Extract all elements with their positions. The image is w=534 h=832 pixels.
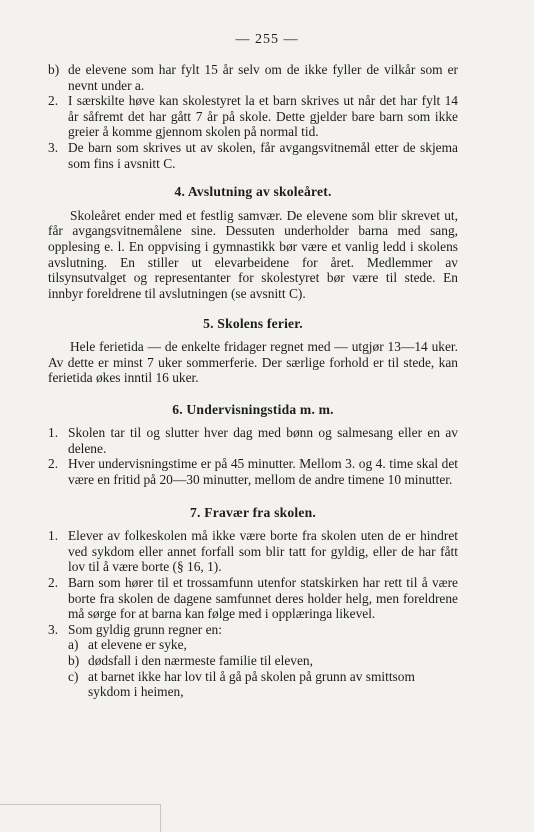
section-heading: 5. Skolens ferier. xyxy=(203,316,303,332)
sub-list-item xyxy=(48,669,458,700)
sub-list-item xyxy=(48,653,458,669)
section-heading: 4. Avslutning av skoleåret. xyxy=(174,184,332,200)
page-body xyxy=(48,62,458,700)
item-text: de elevene som har fylt 15 år selv om de ikke fyller de vilkår som er nevnt under a. xyxy=(68,62,458,93)
list-item xyxy=(48,622,458,638)
item-text: Elever av folkeskolen må ikke være borte fra skolen uten de er hindret ved sykdom eller annet forfall som blir tatt for gyldig, eller de har fått lov til å være borte (§ 16, 1). xyxy=(68,528,458,575)
item-text: Skolen tar til og slutter hver dag med bønn og salmesang eller en av delene. xyxy=(68,425,458,456)
section-paragraph: Hele ferietida — de enkelte fridager regnet med — utgjør 13—14 uker. Av dette er minst 7 uker sommerferie. Der særlige forhold er til stede, kan ferietida økes inntil 16 uker. xyxy=(48,338,458,386)
item-marker: 1. xyxy=(48,528,59,544)
sub-list-item xyxy=(48,637,458,653)
item-text: De barn som skrives ut av skolen, får avgangsvitnemål etter de skjema som fins i avsnitt C. xyxy=(68,139,458,171)
list-item xyxy=(48,140,458,171)
list-item xyxy=(48,93,458,140)
item-text: at elevene er syke, xyxy=(88,637,187,653)
item-text: Hver undervisningstime er på 45 minutter. Mellom 3. og 4. time skal det være en fritid på 20—30 minutter, mellom de andre timene 10 minutter. xyxy=(68,456,458,488)
list-item xyxy=(48,575,458,622)
item-marker: c) xyxy=(68,668,79,684)
item-marker: b) xyxy=(48,62,60,77)
section-heading: 6. Undervisningstida m. m. xyxy=(172,401,334,417)
list-item xyxy=(48,425,458,456)
item-marker: b) xyxy=(68,653,80,668)
list-item xyxy=(48,528,458,575)
item-text: at barnet ikke har lov til å gå på skolen på grunn av smittsom sykdom i heimen, xyxy=(88,668,415,700)
section-heading: 7. Fravær fra skolen. xyxy=(190,504,316,520)
section-paragraph: Skoleåret ender med et festlig samvær. De elevene som blir skrevet ut, får avgangsvitnemålene sine. Dessuten underholder barna med sang, opplesing e. l. En oppvising i gymnastikk bør være et vanlig ledd i skolens avslutning. En stiller ut elevarbeidene for året. Medlemmer av tilsynsutvalget og representanter for skolestyret bør være til stede. En innbyr foreldrene til avslutningen (se avsnitt C). xyxy=(48,207,458,301)
scan-edge-mark xyxy=(0,804,161,832)
page-number: — 255 — xyxy=(235,32,299,47)
list-item xyxy=(48,62,458,93)
item-marker: 2. xyxy=(48,456,59,472)
item-marker: 1. xyxy=(48,425,59,441)
item-marker: 3. xyxy=(48,621,59,637)
item-text: Som gyldig grunn regner en: xyxy=(68,621,222,637)
item-marker: 2. xyxy=(48,575,59,591)
item-marker: a) xyxy=(68,637,79,653)
item-text: I særskilte høve kan skolestyret la et barn skrives ut når det har fylt 14 år såfremt det har gått 7 år på skole. Dette gjelder bare barn som ikke greier å komme gjennom skolen på normal tid. xyxy=(68,93,458,140)
item-text: Barn som hører til et trossamfunn utenfor statskirken har rett til å være borte fra skolen de dagene samfunnet deres holder helg, men foreldrene må sørge for at barna kan følge med i opplæringa likevel. xyxy=(68,575,458,622)
item-marker: 2. xyxy=(48,93,59,109)
list-item xyxy=(48,456,458,487)
item-text: dødsfall i den nærmeste familie til eleven, xyxy=(88,653,313,668)
item-marker: 3. xyxy=(48,139,59,155)
